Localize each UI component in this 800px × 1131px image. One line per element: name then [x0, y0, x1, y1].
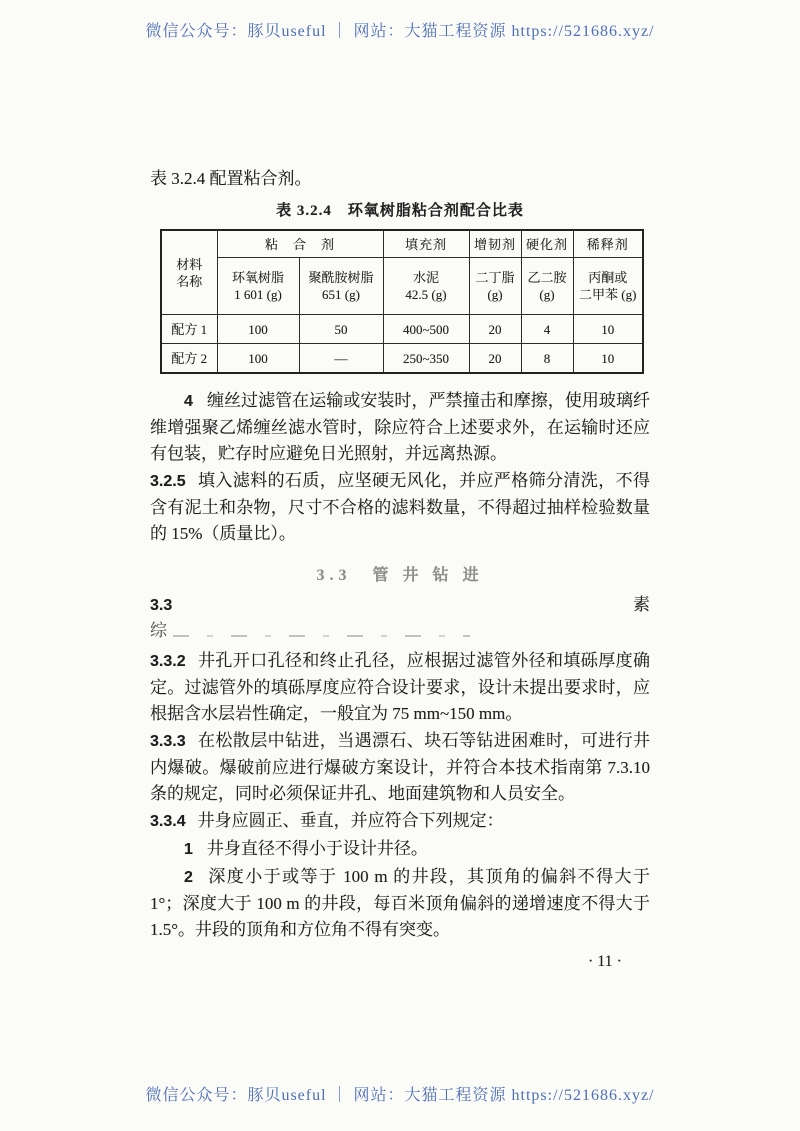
section-text: 井身应圆正、垂直，并应符合下列规定：	[197, 811, 504, 830]
cell-dibutyl: 20	[469, 315, 521, 344]
intro-sentence: 表 3.2.4 配置粘合剂。	[150, 169, 312, 188]
section-3-2-5-paragraph	[150, 468, 650, 547]
section-number: 3.3.3	[150, 733, 186, 750]
cell-dibutyl: 20	[469, 344, 521, 374]
subhead-cement: 水泥 42.5 (g)	[383, 258, 469, 315]
faded-line-end-char: 素	[633, 595, 650, 614]
header-diluent-group: 稀释剂	[573, 230, 643, 258]
section-text: 在松散层中钻进，当遇漂石、块石等钻进困难时，可进行井内爆破。爆破前应进行爆破方案设计，并符合本技术指南第 7.3.10 条的规定，同时必须保证井孔、地面建筑物和人员安全。	[150, 731, 650, 803]
cell-acetone: 10	[573, 315, 643, 344]
page-content	[150, 166, 650, 975]
subhead-epoxy: 环氧树脂 1 601 (g)	[217, 258, 299, 315]
faded-strokes	[173, 635, 470, 637]
header-material-name: 材料 名称	[161, 230, 217, 315]
clause-4-paragraph	[150, 388, 650, 467]
faded-line-3-3-start	[150, 592, 650, 618]
subhead-dibutyl: 二丁脂 (g)	[469, 258, 521, 315]
faded-first-char: 综	[150, 621, 167, 640]
list-item-1	[150, 836, 650, 863]
table-row-formula-2	[161, 344, 643, 374]
faded-line-continuation	[150, 618, 650, 644]
table-header-sub-row	[161, 258, 643, 315]
cell-polyamide: —	[299, 344, 383, 374]
header-filler-group: 填充剂	[383, 230, 469, 258]
page-number: · 11 ·	[587, 953, 622, 970]
cell-cement: 250~350	[383, 344, 469, 374]
table-header-group-row	[161, 230, 643, 258]
header-watermark: 微信公众号：豚贝useful ｜ 网站：大猫工程资源 https://521686.xyz/	[145, 23, 655, 40]
footer-watermark: 微信公众号：豚贝useful ｜ 网站：大猫工程资源 https://521686.xyz/	[145, 1087, 655, 1104]
item-text: 深度小于或等于 100 m 的井段，其顶角的偏斜不得大于 1°；深度大于 100 m 的井段，每百米顶角偏斜的递增速度不得大于 1.5°。井段的顶角和方位角不得有突变。	[150, 867, 650, 939]
section-number: 3.3.2	[150, 653, 186, 670]
subhead-ethylenediamine: 乙二胺 (g)	[521, 258, 573, 315]
table-caption: 表 3.2.4 环氧树脂粘合剂配合比表	[276, 203, 524, 219]
item-number: 1	[184, 841, 193, 858]
clause-text: 缠丝过滤管在运输或安装时，严禁撞击和摩擦，使用玻璃纤维增强聚乙烯缠丝滤水管时，除应符合上述要求外，在运输时还应有包装，贮存时应避免日光照射，并远离热源。	[150, 391, 650, 463]
header-hardener-group: 硬化剂	[521, 230, 573, 258]
cell-ethylenediamine: 8	[521, 344, 573, 374]
list-item-2	[150, 864, 650, 943]
cell-acetone: 10	[573, 344, 643, 374]
cell-epoxy: 100	[217, 315, 299, 344]
header-toughener-group: 增韧剂	[469, 230, 521, 258]
adhesive-ratio-table	[160, 229, 644, 374]
row-label: 配方 1	[161, 315, 217, 344]
section-text: 井孔开口孔径和终止孔径，应根据过滤管外径和填砾厚度确定。过滤管外的填砾厚度应符合设计要求，设计未提出要求时，应根据含水层岩性确定，一般宜为 75 mm~150 mm。	[150, 651, 650, 723]
faded-section-heading: 3.3 管 井 钻 进	[316, 567, 484, 584]
subhead-acetone-xylene: 丙酮或 二甲苯 (g)	[573, 258, 643, 315]
table-row-formula-1	[161, 315, 643, 344]
section-text: 填入滤料的石质，应坚硬无风化，并应严格筛分清洗，不得含有泥土和杂物，尺寸不合格的滤料数量，不得超过抽样检验数量的 15%（质量比）。	[150, 471, 650, 543]
section-3-3-2-paragraph	[150, 648, 650, 727]
faded-section-number: 3.3	[150, 597, 173, 614]
cell-polyamide: 50	[299, 315, 383, 344]
header-adhesive-group: 粘 合 剂	[217, 230, 383, 258]
cell-ethylenediamine: 4	[521, 315, 573, 344]
cell-epoxy: 100	[217, 344, 299, 374]
section-3-3-3-paragraph	[150, 728, 650, 807]
item-text: 井身直径不得小于设计井径。	[206, 839, 428, 858]
section-3-3-4-paragraph	[150, 808, 650, 835]
section-number: 3.2.5	[150, 473, 186, 490]
clause-number: 4	[184, 393, 193, 410]
subhead-polyamide: 聚酰胺树脂 651 (g)	[299, 258, 383, 315]
cell-cement: 400~500	[383, 315, 469, 344]
row-label: 配方 2	[161, 344, 217, 374]
section-number: 3.3.4	[150, 813, 186, 830]
item-number: 2	[184, 869, 193, 886]
